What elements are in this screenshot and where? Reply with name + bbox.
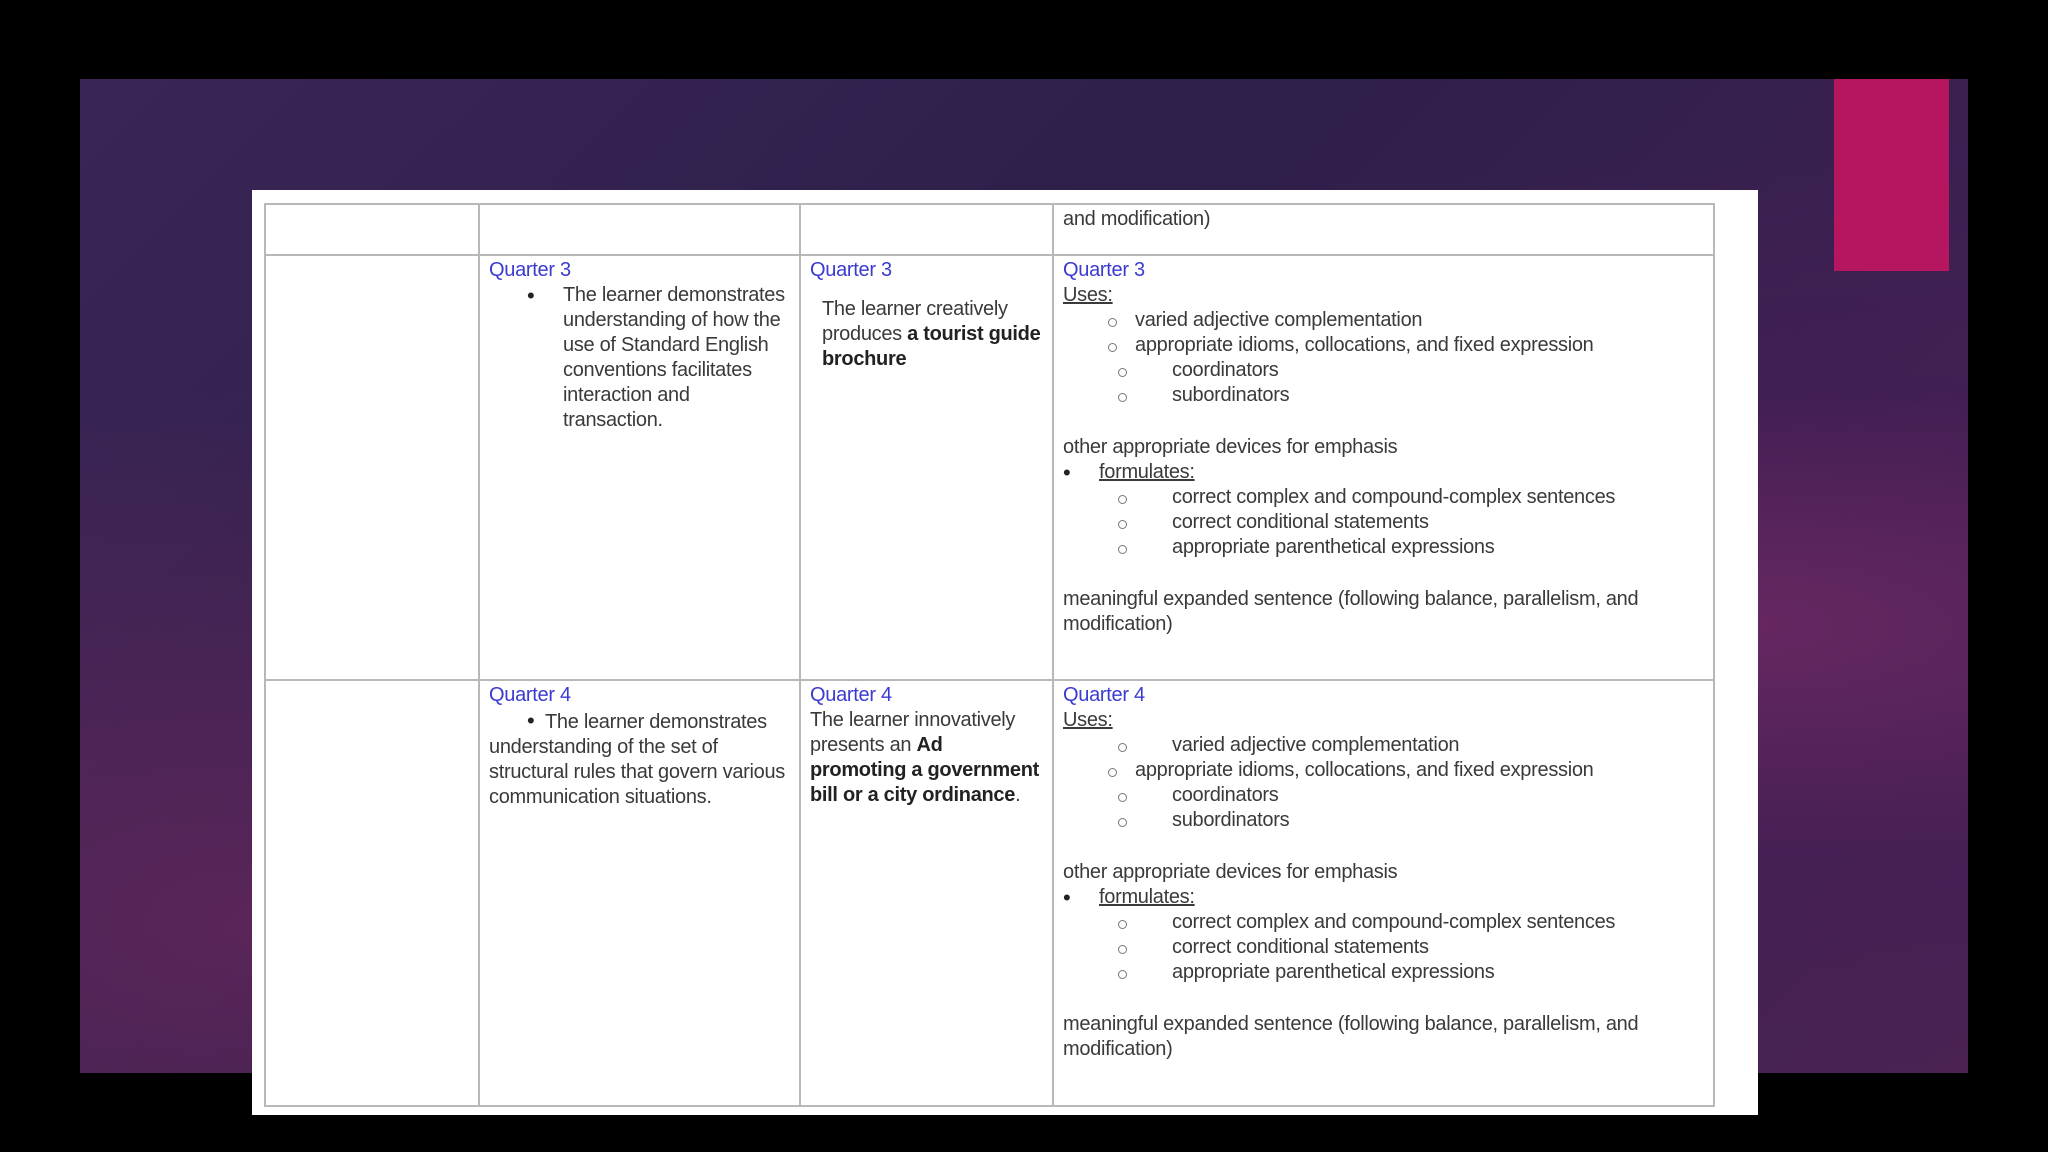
- table-cell: [479, 204, 800, 255]
- uses-list: [1063, 733, 1704, 833]
- closing-text: meaningful expanded sentence (following balance, parallelism, and modification): [1063, 588, 1639, 635]
- table-cell: [800, 680, 1053, 1106]
- performance-text: [810, 708, 1043, 808]
- performance-text-pre: The learner creatively produces: [822, 298, 1008, 345]
- other-devices-text: other appropriate devices for emphasis: [1063, 436, 1398, 458]
- uses-label: Uses:: [1063, 709, 1113, 731]
- quarter-label: Quarter 3: [489, 259, 571, 281]
- performance-text-bold: Ad promoting a government bill or a city ordinance: [810, 734, 1039, 806]
- quarter-label: Quarter 4: [489, 684, 571, 706]
- uses-label: Uses:: [1063, 284, 1113, 306]
- quarter-label: Quarter 3: [810, 259, 892, 281]
- list-item: subordinators: [1063, 808, 1704, 833]
- table-row: [265, 204, 1714, 255]
- table-cell: [479, 255, 800, 680]
- list-item: varied adjective complementation: [1063, 308, 1704, 333]
- formulates-items: [1063, 910, 1704, 985]
- table-cell: [1053, 204, 1714, 255]
- list-item: appropriate idioms, collocations, and fixed expression: [1063, 758, 1704, 783]
- formulates-items: [1063, 485, 1704, 560]
- table-row: [265, 680, 1714, 1106]
- performance-text-pre: The learner innovatively presents an: [810, 709, 1016, 756]
- performance-text-post: .: [1015, 784, 1021, 806]
- list-item: coordinators: [1063, 358, 1704, 383]
- list-item: correct complex and compound-complex sentences: [1063, 910, 1704, 935]
- curriculum-table-image: [252, 190, 1758, 1115]
- quarter-label: Quarter 3: [1063, 259, 1145, 281]
- standard-text-body: The learner demonstrates understanding of the set of structural rules that govern various communication situations.: [489, 711, 786, 808]
- table-cell: [479, 680, 800, 1106]
- standard-text: [489, 708, 790, 810]
- closing-text: meaningful expanded sentence (following balance, parallelism, and modification): [1063, 1013, 1639, 1060]
- uses-list: [1063, 308, 1704, 408]
- list-item: appropriate parenthetical expressions: [1063, 960, 1704, 985]
- list-item: correct conditional statements: [1063, 935, 1704, 960]
- formulates-label: • formulates:: [1063, 460, 1704, 485]
- list-item: • The learner demonstrates understanding of how the use of Standard English conventions facilitates interaction and transaction.: [527, 283, 790, 433]
- performance-text-bold: a tourist guide brochure: [822, 323, 1041, 370]
- table-cell: [265, 204, 479, 255]
- accent-bar: [1834, 79, 1949, 271]
- table-cell: [265, 255, 479, 680]
- table-cell: [1053, 255, 1714, 680]
- table-cell: [800, 255, 1053, 680]
- quarter-label: Quarter 4: [1063, 684, 1145, 706]
- curriculum-table: [264, 203, 1715, 1107]
- table-cell: [800, 204, 1053, 255]
- table-row: [265, 255, 1714, 680]
- table-cell: [1053, 680, 1714, 1106]
- bullet-icon: •: [527, 708, 535, 733]
- formulates-list: [1063, 460, 1704, 485]
- list-item: correct conditional statements: [1063, 510, 1704, 535]
- list-item: subordinators: [1063, 383, 1704, 408]
- standard-list: [527, 283, 790, 433]
- table-cell: [265, 680, 479, 1106]
- list-item: appropriate parenthetical expressions: [1063, 535, 1704, 560]
- list-item: varied adjective complementation: [1063, 733, 1704, 758]
- list-item: appropriate idioms, collocations, and fixed expression: [1063, 333, 1704, 358]
- cell-text: and modification): [1063, 208, 1211, 230]
- list-item: correct complex and compound-complex sentences: [1063, 485, 1704, 510]
- formulates-label: • formulates:: [1063, 885, 1704, 910]
- performance-text: [810, 297, 1043, 372]
- other-devices-text: other appropriate devices for emphasis: [1063, 861, 1398, 883]
- slide-background: [80, 79, 1968, 1073]
- quarter-label: Quarter 4: [810, 684, 892, 706]
- formulates-list: [1063, 885, 1704, 910]
- list-item: coordinators: [1063, 783, 1704, 808]
